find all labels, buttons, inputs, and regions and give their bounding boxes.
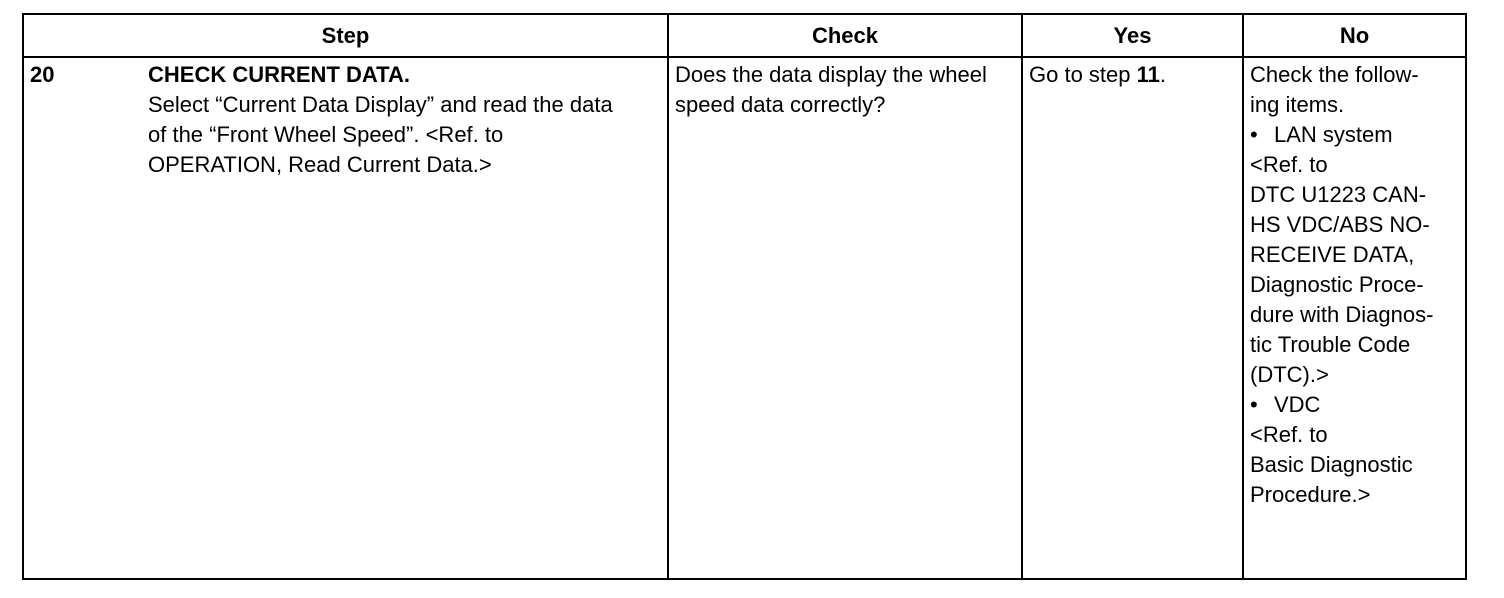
no-line: ing items. xyxy=(1250,92,1345,117)
no-item-ref[interactable]: tic Trouble Code xyxy=(1250,332,1411,357)
no-item-ref[interactable]: dure with Diagnos- xyxy=(1250,302,1434,327)
bullet-icon: • xyxy=(1250,122,1258,147)
no-item-vdc xyxy=(1250,390,1461,420)
step-content xyxy=(148,60,613,180)
step-number: 20 xyxy=(30,62,55,87)
no-item-ref[interactable]: (DTC).> xyxy=(1250,362,1329,387)
no-item-ref[interactable]: DTC U1223 CAN- xyxy=(1250,182,1427,207)
yes-suffix: . xyxy=(1159,62,1167,87)
no-item-ref[interactable]: RECEIVE DATA, xyxy=(1250,242,1415,267)
check-line: Does the data display the wheel xyxy=(675,62,987,87)
no-item-ref[interactable]: <Ref. to xyxy=(1250,152,1328,177)
no-item-ref[interactable]: <Ref. to xyxy=(1250,422,1328,447)
no-item-label: LAN system xyxy=(1274,122,1393,147)
no-item-ref[interactable]: Basic Diagnostic xyxy=(1250,452,1413,477)
step-body-line: Select “Current Data Display” and read the data xyxy=(148,92,613,117)
no-item-ref[interactable]: Procedure.> xyxy=(1250,482,1371,507)
bullet-icon: • xyxy=(1250,392,1258,417)
yes-cell xyxy=(1022,57,1243,579)
header-step: Step xyxy=(23,14,668,57)
check-cell xyxy=(668,57,1022,579)
no-item-ref[interactable]: Diagnostic Proce- xyxy=(1250,272,1424,297)
yes-step-link[interactable]: 11 xyxy=(1136,62,1160,87)
step-body-line: OPERATION, Read Current Data.> xyxy=(148,152,492,177)
diagnostic-table xyxy=(22,13,1467,580)
header-check: Check xyxy=(668,14,1022,57)
no-cell xyxy=(1243,57,1466,579)
no-item-ref[interactable]: HS VDC/ABS NO- xyxy=(1250,212,1430,237)
step-cell xyxy=(23,57,668,579)
yes-prefix: Go to step xyxy=(1029,62,1137,87)
step-title: CHECK CURRENT DATA. xyxy=(148,62,410,87)
no-line: Check the follow- xyxy=(1250,62,1419,87)
check-line: speed data correctly? xyxy=(675,92,886,117)
no-item-lan xyxy=(1250,120,1461,150)
header-yes: Yes xyxy=(1022,14,1243,57)
step-body-line: of the “Front Wheel Speed”. <Ref. to xyxy=(148,122,504,147)
step-row xyxy=(23,57,1466,579)
header-row xyxy=(23,14,1466,57)
header-no: No xyxy=(1243,14,1466,57)
no-item-label: VDC xyxy=(1274,392,1321,417)
